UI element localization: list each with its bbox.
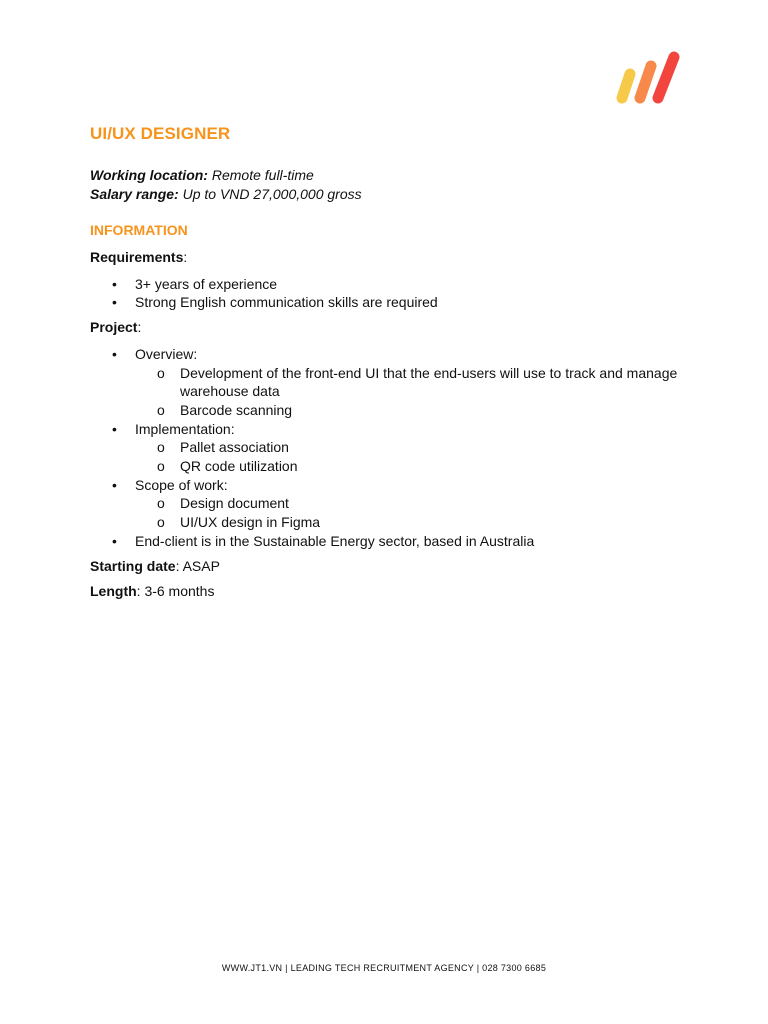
location-value: Remote full-time — [211, 167, 314, 183]
sublist-item: o Pallet association — [135, 438, 690, 457]
scope-sublist — [135, 494, 690, 531]
requirements-list — [90, 275, 690, 312]
logo-bar-yellow — [622, 74, 630, 98]
requirements-heading: Requirements: — [90, 249, 188, 265]
starting-date-line: Starting date: ASAP — [90, 557, 220, 574]
list-item-overview — [90, 345, 690, 420]
logo-bar-red — [658, 57, 674, 98]
information-body — [90, 248, 690, 601]
list-item: • Strong English communication skills are required — [90, 293, 690, 312]
list-item: • 3+ years of experience — [90, 275, 690, 294]
salary-value: Up to VND 27,000,000 gross — [182, 186, 362, 202]
location-label: Working location: — [90, 167, 208, 183]
job-title: UI/UX DESIGNER — [90, 124, 231, 143]
implementation-label: Implementation: — [135, 420, 235, 437]
sublist-item: o QR code utilization — [135, 457, 690, 476]
sublist-item: o UI/UX design in Figma — [135, 513, 690, 532]
length-label: Length — [90, 583, 137, 600]
requirements-label: Requirements — [90, 249, 184, 265]
job-meta — [90, 166, 362, 204]
sublist-item: o Design document — [135, 494, 690, 513]
jt1-logo — [612, 50, 682, 110]
list-item-client: • End-client is in the Sustainable Energy sector, based in Australia — [90, 532, 690, 551]
list-item-implementation — [90, 420, 690, 476]
project-label: Project — [90, 319, 138, 336]
length-line: Length: 3-6 months — [90, 583, 215, 600]
overview-sublist — [135, 364, 690, 420]
length-value: 3-6 months — [144, 583, 215, 600]
starting-date-label: Starting date — [90, 557, 176, 574]
sublist-item: o Development of the front-end UI that the end-users will use to track and manage warehouse data — [135, 364, 690, 401]
overview-label: Overview: — [135, 345, 198, 362]
sublist-item: o Barcode scanning — [135, 401, 690, 420]
starting-date-value: ASAP — [182, 557, 220, 574]
section-title: INFORMATION — [90, 222, 188, 238]
scope-label: Scope of work: — [135, 476, 228, 493]
location-line — [90, 166, 362, 185]
logo-bar-orange — [640, 66, 651, 98]
footer-text: WWW.JT1.VN | LEADING TECH RECRUITMENT AGENCY | 028 7300 6685 — [221, 963, 547, 973]
salary-label: Salary range: — [90, 186, 179, 202]
salary-line — [90, 185, 362, 204]
project-heading: Project: — [90, 319, 142, 336]
project-list — [90, 345, 690, 551]
implementation-sublist — [135, 438, 690, 475]
list-item-scope — [90, 476, 690, 532]
